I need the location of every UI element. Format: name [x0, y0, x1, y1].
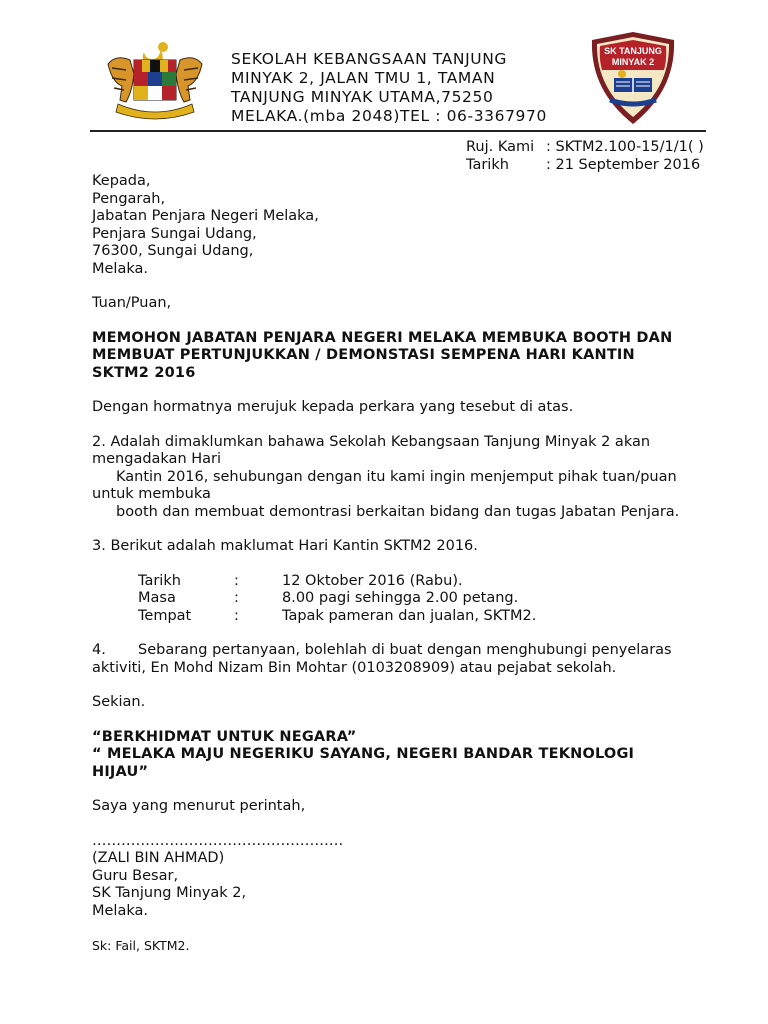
info-sep: :	[234, 607, 239, 624]
info-value: 12 Oktober 2016 (Rabu).	[282, 572, 463, 589]
letter-body	[92, 173, 732, 955]
letterhead-line: MINYAK 2, JALAN TMU 1, TAMAN	[231, 69, 496, 87]
paragraph-line: aktiviti, En Mohd Nizam Bin Mohtar (0103208909) atau pejabat sekolah.	[92, 659, 617, 676]
info-row	[138, 573, 732, 591]
info-label: Tarikh	[138, 572, 181, 589]
recipient-line: Kepada,	[92, 173, 151, 189]
closing: Sekian.	[92, 694, 146, 710]
recipient-line: 76300, Sungai Udang,	[92, 243, 254, 259]
header-divider	[90, 130, 706, 132]
paragraph-line: Sebarang pertanyaan, bolehlah di buat dengan menghubungi penyelaras	[138, 642, 672, 658]
date-row	[466, 156, 704, 174]
letterhead	[231, 50, 576, 126]
motto-line: “ MELAKA MAJU NEGERIKU SAYANG, NEGERI BANDAR TEKNOLOGI	[92, 746, 635, 762]
paragraph-3: 3. Berikut adalah maklumat Hari Kantin SKTM2 2016.	[92, 538, 478, 554]
date-value: : 21 September 2016	[546, 157, 701, 173]
motto-line: HIJAU”	[92, 763, 149, 780]
motto-line: “BERKHIDMAT UNTUK NEGARA”	[92, 728, 357, 745]
subject-line: SKTM2 2016	[92, 364, 196, 381]
recipient-line: Melaka.	[92, 260, 148, 277]
info-row	[138, 608, 732, 626]
letterhead-line: MELAKA.(mba 2048)TEL : 06-3367970	[231, 107, 547, 125]
paragraph-number: 4.	[92, 642, 106, 658]
info-row	[138, 590, 732, 608]
recipient-line: Jabatan Penjara Negeri Melaka,	[92, 208, 319, 224]
sign-intro: Saya yang menurut perintah,	[92, 798, 306, 814]
signature-line: …………………………………………….	[92, 832, 344, 849]
reference-row	[466, 138, 704, 156]
paragraph-line: Kantin 2016, sehubungan dengan itu kami ingin menjemput pihak tuan/puan	[116, 468, 677, 485]
paragraph-4	[92, 642, 732, 677]
salutation: Tuan/Puan,	[92, 295, 172, 311]
event-info	[92, 573, 732, 626]
date-label: Tarikh	[466, 157, 509, 173]
paragraph-line: mengadakan Hari	[92, 451, 222, 467]
info-value: 8.00 pagi sehingga 2.00 petang.	[282, 590, 519, 606]
signature-block	[92, 833, 732, 921]
recipient-line: Pengarah,	[92, 190, 166, 207]
paragraph-1: Dengan hormatnya merujuk kepada perkara yang tesebut di atas.	[92, 399, 574, 415]
subject-heading	[92, 330, 732, 383]
subject-line: MEMBUAT PERTUNJUKKAN / DEMONSTASI SEMPENA HARI KANTIN	[92, 347, 635, 363]
letterhead-line: TANJUNG MINYAK UTAMA,75250	[231, 88, 494, 106]
paragraph-line: untuk membuka	[92, 486, 211, 502]
letterhead-line: SEKOLAH KEBANGSAAN TANJUNG	[231, 50, 507, 68]
school-logo-text: SK TANJUNG	[604, 46, 662, 56]
carbon-copy: Sk: Fail, SKTM2.	[92, 938, 190, 953]
paragraph-line: booth dan membuat demontrasi berkaitan bidang dan tugas Jabatan Penjara.	[116, 503, 680, 520]
signatory-school: SK Tanjung Minyak 2,	[92, 885, 247, 901]
info-value: Tapak pameran dan jualan, SKTM2.	[282, 607, 537, 624]
motto	[92, 729, 732, 782]
signatory-name: (ZALI BIN AHMAD)	[92, 850, 225, 866]
school-logo-icon	[588, 30, 678, 126]
ref-label: Ruj. Kami	[466, 139, 535, 155]
malaysia-coat-of-arms-icon	[104, 38, 206, 120]
subject-line: MEMOHON JABATAN PENJARA NEGERI MELAKA MEMBUKA BOOTH DAN	[92, 329, 673, 346]
paragraph-line: 2. Adalah dimaklumkan bahawa Sekolah Kebangsaan Tanjung Minyak 2 akan	[92, 433, 651, 450]
info-label: Tempat	[138, 607, 192, 624]
recipient-line: Penjara Sungai Udang,	[92, 225, 257, 242]
signatory-title: Guru Besar,	[92, 867, 179, 884]
recipient-address	[92, 173, 732, 278]
ref-value: : SKTM2.100-15/1/1( )	[546, 139, 704, 155]
paragraph-2	[92, 434, 732, 522]
reference-block	[466, 138, 704, 174]
signatory-place: Melaka.	[92, 902, 148, 919]
info-sep: :	[234, 572, 239, 589]
school-logo-text: MINYAK 2	[611, 57, 655, 67]
info-sep: :	[234, 590, 239, 606]
info-label: Masa	[138, 590, 176, 606]
